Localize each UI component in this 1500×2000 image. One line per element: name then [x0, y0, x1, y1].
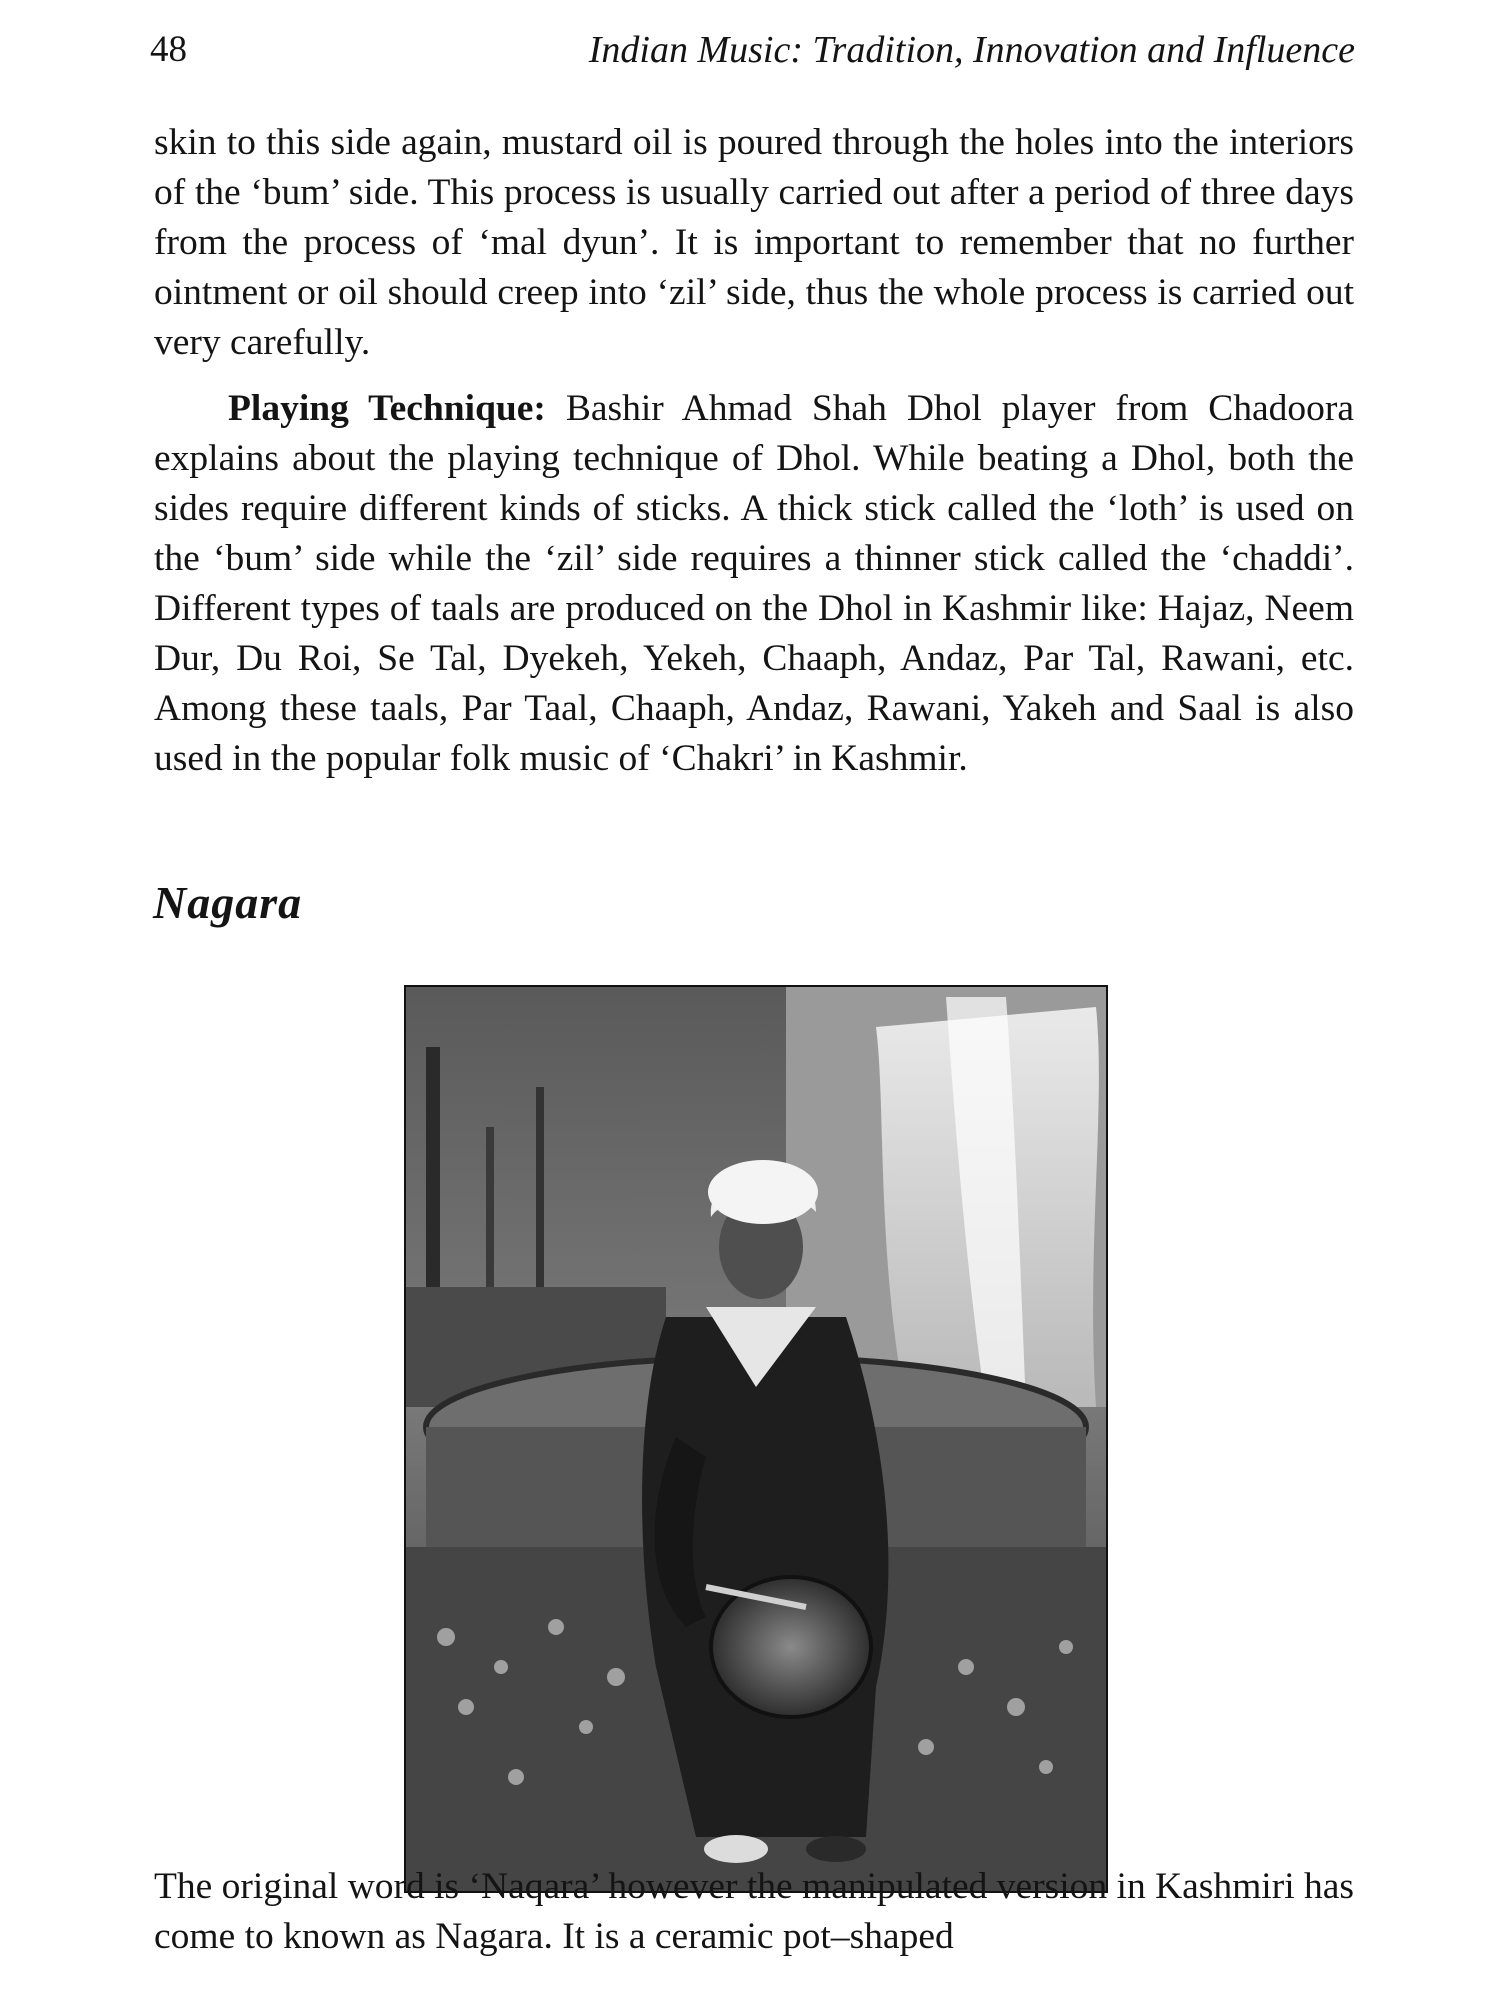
photo-illustration: [406, 987, 1106, 1891]
nagara-drum: [711, 1577, 871, 1717]
person-foot: [704, 1835, 768, 1863]
paragraph-nagara-origin: The original word is ‘Naqara’ however the manipulated version in Kashmiri has come to known as Nagara. It is a ceramic pot–shaped: [154, 1866, 1354, 1957]
paragraph-playing-technique: [154, 384, 1354, 784]
paragraph-lead-heading: Playing Technique:: [228, 388, 546, 429]
running-title: Indian Music: Tradition, Innovation and Influence: [588, 29, 1355, 71]
paragraph-oil-process: skin to this side again, mustard oil is poured through the holes into the interiors of the ‘bum’ side. This process is usually carried out after a period of three days from the process of ‘mal dyun’. It is important to remember that no further ointment or oil should creep into ‘zil’ side, thus the whole process is carried out very carefully.: [154, 122, 1354, 363]
person-foot: [806, 1836, 866, 1862]
paragraph-body: Bashir Ahmad Shah Dhol player from Chadoora explains about the playing technique of Dhol. While beating a Dhol, both the sides require different kinds of sticks. A thick stick called the ‘loth’ is used on the ‘bum’ side while the ‘zil’ side requires a thinner stick called the ‘chaddi’. Different types of taals are produced on the Dhol in Kashmir like: Hajaz, Neem Dur, Du Roi, Se Tal, Dyekeh, Yekeh, Chaaph, Andaz, Par Tal, Rawani, etc. Among these taals, Par Taal, Chaaph, Andaz, Rawani, Yakeh and Saal is also used in the popular folk music of ‘Chakri’ in Kashmir.: [154, 388, 1354, 779]
page-header: [150, 28, 1355, 82]
photo-nagara-player: [404, 985, 1108, 1893]
page-number: 48: [150, 29, 187, 70]
section-heading-nagara: Nagara: [153, 877, 303, 928]
person-turban-top: [708, 1160, 818, 1224]
